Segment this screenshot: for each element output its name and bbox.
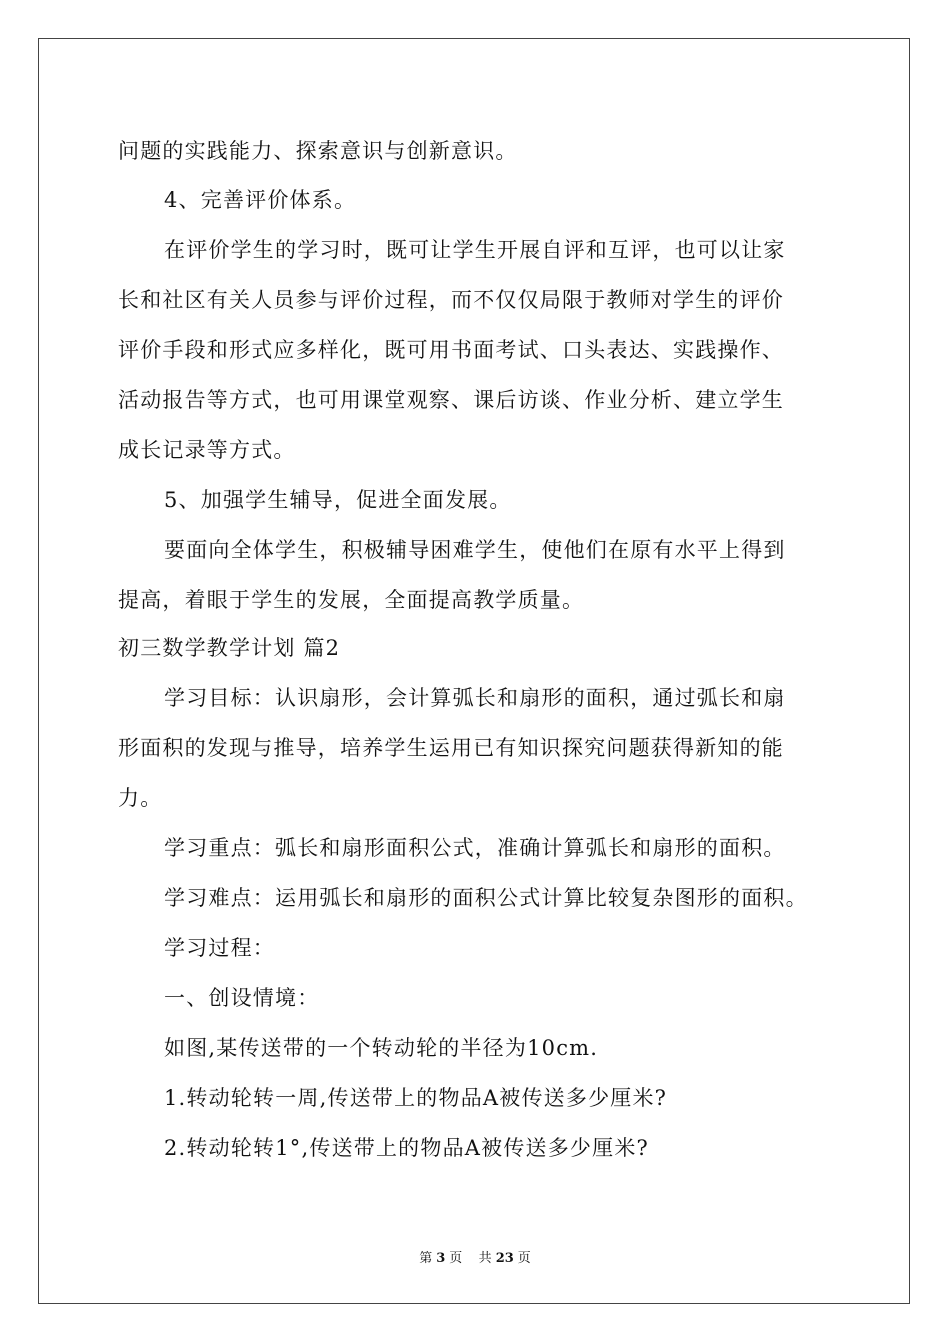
body-line: 成长记录等方式。 xyxy=(118,438,296,462)
section-heading: 4、完善评价体系。 xyxy=(164,188,357,212)
total-prefix: 共 xyxy=(478,1251,492,1266)
body-line: 评价手段和形式应多样化，既可用书面考试、口头表达、实践操作、 xyxy=(118,338,784,362)
page-prefix: 第 xyxy=(419,1251,433,1266)
total-suffix: 页 xyxy=(517,1251,531,1266)
body-line: 形面积的发现与推导，培养学生运用已有知识探究问题获得新知的能 xyxy=(118,736,784,760)
body-line: 活动报告等方式，也可用课堂观察、课后访谈、作业分析、建立学生 xyxy=(118,388,784,412)
total-pages: 23 xyxy=(495,1251,514,1266)
section-heading: 5、加强学生辅导，促进全面发展。 xyxy=(164,488,512,512)
body-line: 问题的实践能力、探索意识与创新意识。 xyxy=(118,139,518,163)
page-border xyxy=(38,38,910,1304)
body-line: 学习难点：运用弧长和扇形的面积公式计算比较复杂图形的面积。 xyxy=(164,886,808,910)
page-footer xyxy=(0,1247,950,1266)
body-line: 提高，着眼于学生的发展，全面提高教学质量。 xyxy=(118,588,585,612)
body-line: 力。 xyxy=(118,786,163,810)
body-line: 如图,某传送带的一个转动轮的半径为10cm. xyxy=(164,1036,599,1060)
body-line: 2.转动轮转1°,传送带上的物品A被传送多少厘米? xyxy=(164,1136,649,1160)
section-heading: 一、创设情境： xyxy=(164,986,320,1010)
body-line: 1.转动轮转一周,传送带上的物品A被传送多少厘米? xyxy=(164,1086,668,1110)
body-line: 在评价学生的学习时，既可让学生开展自评和互评，也可以让家 xyxy=(164,238,786,262)
page-number: 3 xyxy=(436,1251,446,1266)
page-suffix: 页 xyxy=(449,1251,463,1266)
body-line: 学习目标：认识扇形，会计算弧长和扇形的面积，通过弧长和扇 xyxy=(164,686,786,710)
body-line: 学习重点：弧长和扇形面积公式，准确计算弧长和扇形的面积。 xyxy=(164,836,786,860)
body-line: 长和社区有关人员参与评价过程，而不仅仅局限于教师对学生的评价 xyxy=(118,288,784,312)
body-line: 要面向全体学生，积极辅导困难学生，使他们在原有水平上得到 xyxy=(164,538,786,562)
article-title: 初三数学教学计划 篇2 xyxy=(118,636,341,660)
body-line: 学习过程： xyxy=(164,936,275,960)
